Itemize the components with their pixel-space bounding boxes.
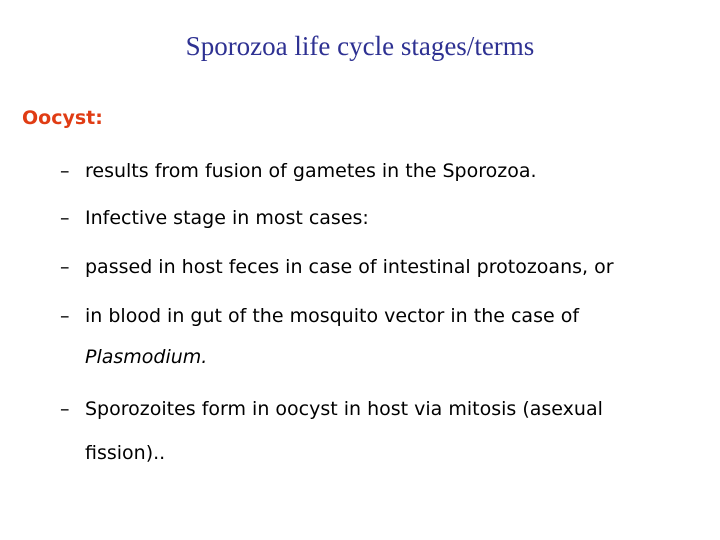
bullet-text: results from fusion of gametes in the Sporozoa. bbox=[85, 160, 537, 182]
bullet-text-continuation: fission).. bbox=[85, 442, 166, 464]
bullet-text: in blood in gut of the mosquito vector in the case of bbox=[85, 305, 580, 327]
section-heading: Oocyst: bbox=[22, 107, 103, 129]
bullet-text: Infective stage in most cases: bbox=[85, 207, 369, 229]
bullet-text: passed in host feces in case of intestinal protozoans, or bbox=[85, 256, 614, 278]
bullet-marker: – bbox=[60, 305, 70, 327]
bullet-text-continuation: Plasmodium. bbox=[85, 346, 208, 368]
bullet-marker: – bbox=[60, 160, 70, 182]
bullet-marker: – bbox=[60, 207, 70, 229]
bullet-marker: – bbox=[60, 256, 70, 278]
slide-title: Sporozoa life cycle stages/terms bbox=[185, 31, 535, 61]
bullet-marker: – bbox=[60, 398, 70, 420]
bullet-text: Sporozoites form in oocyst in host via mitosis (asexual bbox=[85, 398, 603, 420]
